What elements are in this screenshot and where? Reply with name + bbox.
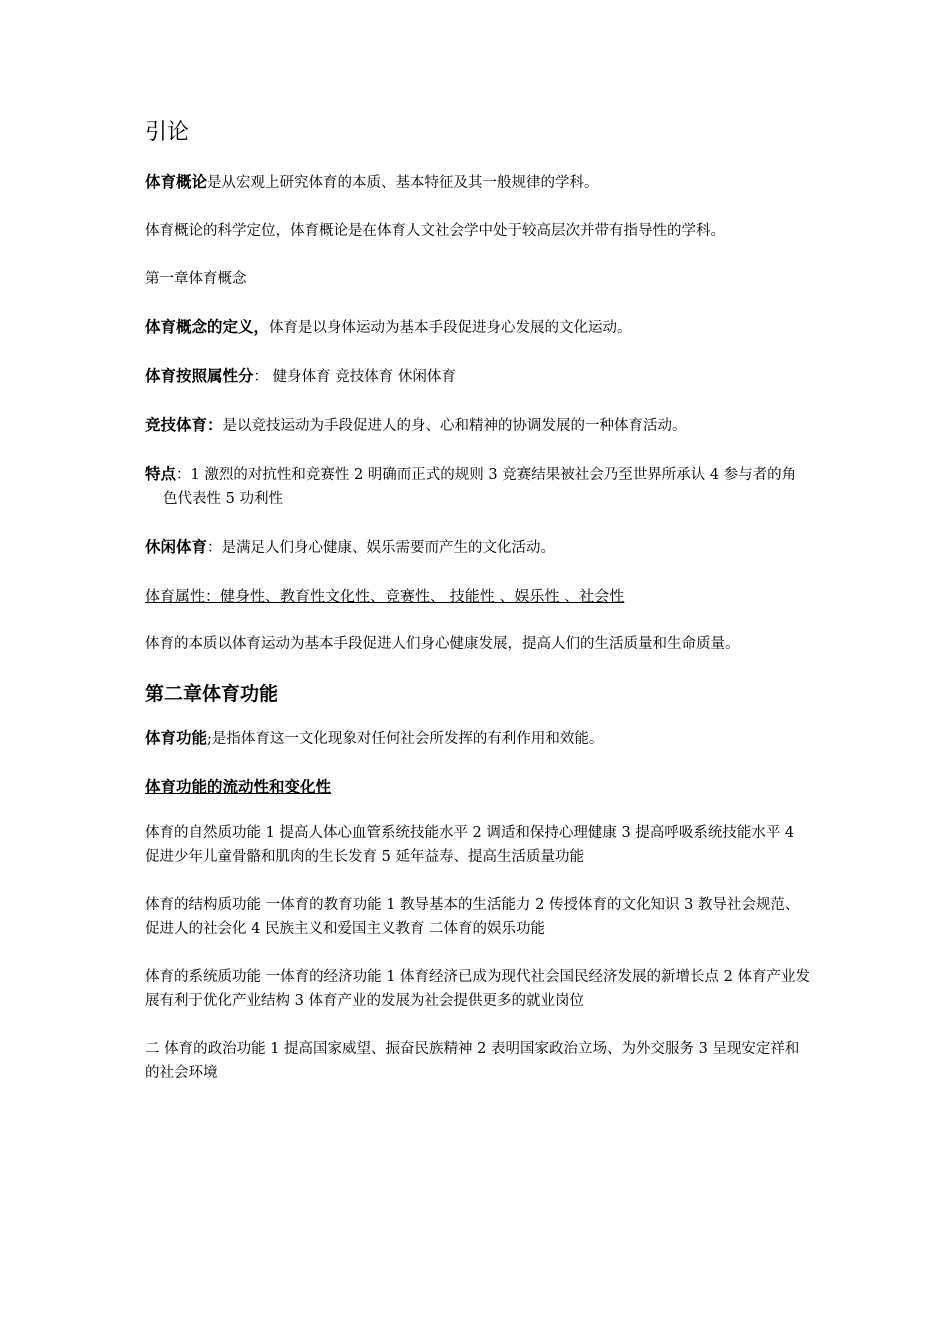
heading-flow-and-change: 体育功能的流动性和变化性 bbox=[145, 778, 332, 796]
classification-text: ： 健身体育 竞技体育 休闲体育 bbox=[253, 369, 456, 385]
features-text: ：1 激烈的对抗性和竞赛性 2 明确而正式的规则 3 竞赛结果被社会乃至世界所承认 4 参与者的角色代表性 5 功利性 bbox=[163, 467, 797, 507]
function-definition-text: ;是指体育这一文化现象对任何社会所发挥的有利作用和效能。 bbox=[207, 731, 604, 747]
competitive-sports-text: 是以竞技运动为手段促进人的身、心和精神的协调发展的一种体育活动。 bbox=[222, 418, 687, 434]
heading-intro: 引论 bbox=[145, 120, 190, 145]
paragraph-attributes: 体育属性：健身性、教育性文化性、竞赛性、 技能性 、娱乐性 、社会性 bbox=[145, 587, 625, 605]
paragraph-scientific-position: 体育概论的科学定位，体育概论是在体育人文社会学中处于较高层次并带有指导性的学科。 bbox=[145, 223, 725, 239]
paragraph-classification bbox=[145, 364, 810, 389]
term-classification: 体育按照属性分 bbox=[145, 367, 254, 385]
term-concept-definition: 体育概念的定义， bbox=[145, 318, 270, 336]
paragraph-intro-definition bbox=[145, 170, 810, 195]
term-leisure-sports: 休闲体育 bbox=[145, 538, 208, 556]
document-page bbox=[145, 118, 810, 1085]
term-competitive-sports: 竞技体育： bbox=[145, 416, 223, 434]
paragraph-features bbox=[145, 462, 810, 511]
paragraph-leisure-sports bbox=[145, 535, 810, 560]
paragraph-essence: 体育的本质以体育运动为基本手段促进人们身心健康发展，提高人们的生活质量和生命质量。 bbox=[145, 636, 740, 652]
paragraph-function-definition bbox=[145, 726, 810, 751]
heading-chapter-1: 第一章体育概念 bbox=[145, 271, 247, 287]
term-features: 特点 bbox=[145, 465, 177, 483]
paragraph-concept-definition bbox=[145, 315, 810, 340]
term-sports-theory: 体育概论 bbox=[145, 173, 208, 191]
paragraph-competitive-sports bbox=[145, 413, 810, 438]
paragraph-natural-function: 体育的自然质功能 1 提高人体心血管系统技能水平 2 调适和保持心理健康 3 提高呼吸系统技能水平 4 促进少年儿童骨骼和肌肉的生长发育 5 延年益寿、提高生活质量功能 bbox=[145, 825, 795, 865]
paragraph-system-function: 体育的系统质功能 一体育的经济功能 1 体育经济已成为现代社会国民经济发展的新增长点 2 体育产业发展有利于优化产业结构 3 体育产业的发展为社会提供更多的就业岗位 bbox=[145, 969, 810, 1009]
concept-definition-text: 体育是以身体运动为基本手段促进身心发展的文化运动。 bbox=[269, 320, 632, 336]
paragraph-political-function: 二 体育的政治功能 1 提高国家威望、振奋民族精神 2 表明国家政治立场、为外交服务 3 呈现安定祥和的社会环境 bbox=[145, 1041, 800, 1081]
leisure-sports-text: ：是满足人们身心健康、娱乐需要而产生的文化活动。 bbox=[207, 540, 556, 556]
heading-chapter-2: 第二章体育功能 bbox=[145, 683, 279, 705]
term-function: 体育功能 bbox=[145, 729, 208, 747]
paragraph-structural-function: 体育的结构质功能 一体育的教育功能 1 教导基本的生活能力 2 传授体育的文化知识 3 教导社会规范、促进人的社会化 4 民族主义和爱国主义教育 二体育的娱乐功能 bbox=[145, 897, 800, 937]
intro-definition-text: 是从宏观上研究体育的本质、基本特征及其一般规律的学科。 bbox=[207, 175, 599, 191]
